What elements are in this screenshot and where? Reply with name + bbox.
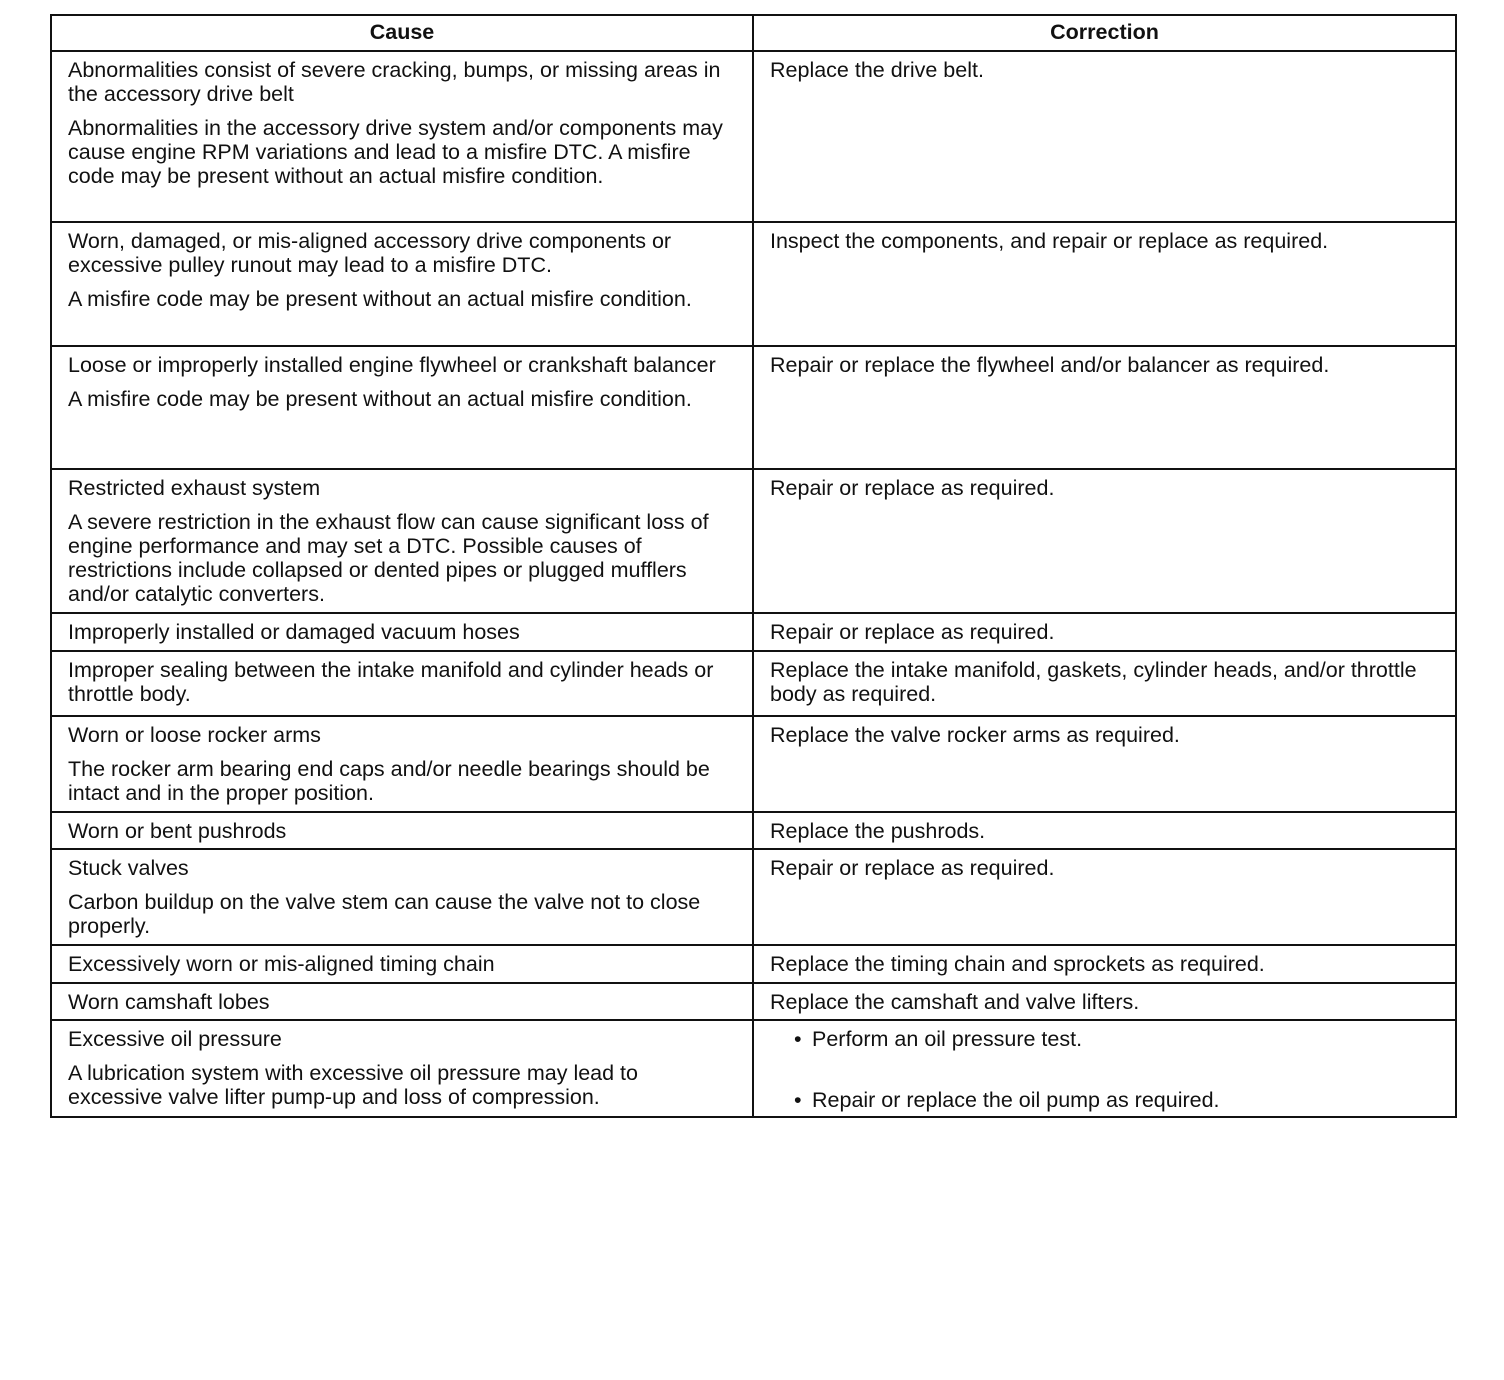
correction-list-item: • Perform an oil pressure test. xyxy=(794,1027,1441,1051)
cause-cell xyxy=(51,716,753,812)
correction-cell xyxy=(753,51,1456,222)
correction-text: Replace the camshaft and valve lifters. xyxy=(770,990,1140,1014)
cause-cell xyxy=(51,222,753,346)
correction-cell xyxy=(753,983,1456,1020)
cause-cell xyxy=(51,983,753,1020)
cause-cell xyxy=(51,469,753,613)
cause-text: Stuck valves xyxy=(68,856,189,880)
cause-text: Abnormalities in the accessory drive system and/or components may cause engine RPM variations and lead to a misfire DTC. A misfire code may be present without an actual misfire condition. xyxy=(68,116,723,188)
header-cause: Cause xyxy=(51,15,753,51)
correction-text: Repair or replace as required. xyxy=(770,476,1055,500)
cause-text: Abnormalities consist of severe cracking, bumps, or missing areas in the accessory drive belt xyxy=(68,58,721,106)
cause-cell xyxy=(51,945,753,983)
cause-text: A lubrication system with excessive oil pressure may lead to excessive valve lifter pump-up and loss of compression. xyxy=(68,1061,638,1109)
cause-cell xyxy=(51,812,753,849)
cause-correction-table xyxy=(50,14,1457,1118)
correction-cell xyxy=(753,613,1456,651)
table-row xyxy=(51,222,1456,346)
correction-text: Repair or replace as required. xyxy=(770,620,1055,644)
cause-text: Carbon buildup on the valve stem can cause the valve not to close properly. xyxy=(68,890,701,938)
correction-cell xyxy=(753,945,1456,983)
correction-cell xyxy=(753,651,1456,716)
cause-text: Worn or loose rocker arms xyxy=(68,723,321,747)
cause-text: Improper sealing between the intake manifold and cylinder heads or throttle body. xyxy=(68,658,714,706)
table-row xyxy=(51,983,1456,1020)
table-row xyxy=(51,651,1456,716)
cause-cell xyxy=(51,1020,753,1117)
cause-text: A misfire code may be present without an actual misfire condition. xyxy=(68,287,692,311)
table-row xyxy=(51,945,1456,983)
correction-text: Replace the drive belt. xyxy=(770,58,984,82)
correction-text: Replace the intake manifold, gaskets, cylinder heads, and/or throttle body as required. xyxy=(770,658,1417,706)
cause-text: A misfire code may be present without an actual misfire condition. xyxy=(68,387,692,411)
cause-text: The rocker arm bearing end caps and/or needle bearings should be intact and in the proper position. xyxy=(68,757,710,805)
cause-cell xyxy=(51,849,753,945)
cause-cell xyxy=(51,613,753,651)
correction-text: Repair or replace the flywheel and/or balancer as required. xyxy=(770,353,1330,377)
cause-text: Excessive oil pressure xyxy=(68,1027,282,1051)
correction-cell xyxy=(753,716,1456,812)
cause-text: Improperly installed or damaged vacuum hoses xyxy=(68,620,520,644)
correction-cell xyxy=(753,849,1456,945)
table-row xyxy=(51,51,1456,222)
header-correction: Correction xyxy=(753,15,1456,51)
cause-text: Worn camshaft lobes xyxy=(68,990,270,1014)
correction-text: Inspect the components, and repair or replace as required. xyxy=(770,229,1329,253)
table-header-row xyxy=(51,15,1456,51)
correction-list xyxy=(770,1027,1441,1112)
correction-text: Replace the pushrods. xyxy=(770,819,986,843)
table-row xyxy=(51,716,1456,812)
table-row xyxy=(51,469,1456,613)
correction-text: Replace the timing chain and sprockets as required. xyxy=(770,952,1265,976)
correction-list-item: • Repair or replace the oil pump as required. xyxy=(794,1088,1441,1112)
correction-cell xyxy=(753,469,1456,613)
correction-cell xyxy=(753,812,1456,849)
correction-cell xyxy=(753,222,1456,346)
cause-text: A severe restriction in the exhaust flow can cause significant loss of engine performance and may set a DTC. Possible causes of restrictions include collapsed or dented pipes or plugged mufflers and/or catalytic converters. xyxy=(68,510,709,606)
cause-cell xyxy=(51,346,753,469)
table-row xyxy=(51,849,1456,945)
correction-text: Repair or replace as required. xyxy=(770,856,1055,880)
table-row xyxy=(51,812,1456,849)
cause-text: Loose or improperly installed engine flywheel or crankshaft balancer xyxy=(68,353,716,377)
table-row xyxy=(51,613,1456,651)
cause-text: Excessively worn or mis-aligned timing chain xyxy=(68,952,495,976)
cause-text: Worn, damaged, or mis-aligned accessory drive components or excessive pulley runout may lead to a misfire DTC. xyxy=(68,229,672,277)
cause-cell xyxy=(51,651,753,716)
cause-text: Restricted exhaust system xyxy=(68,476,321,500)
cause-text: Worn or bent pushrods xyxy=(68,819,287,843)
correction-cell xyxy=(753,346,1456,469)
correction-cell xyxy=(753,1020,1456,1117)
cause-cell xyxy=(51,51,753,222)
table-row xyxy=(51,346,1456,469)
table-row xyxy=(51,1020,1456,1117)
correction-text: Replace the valve rocker arms as required. xyxy=(770,723,1180,747)
